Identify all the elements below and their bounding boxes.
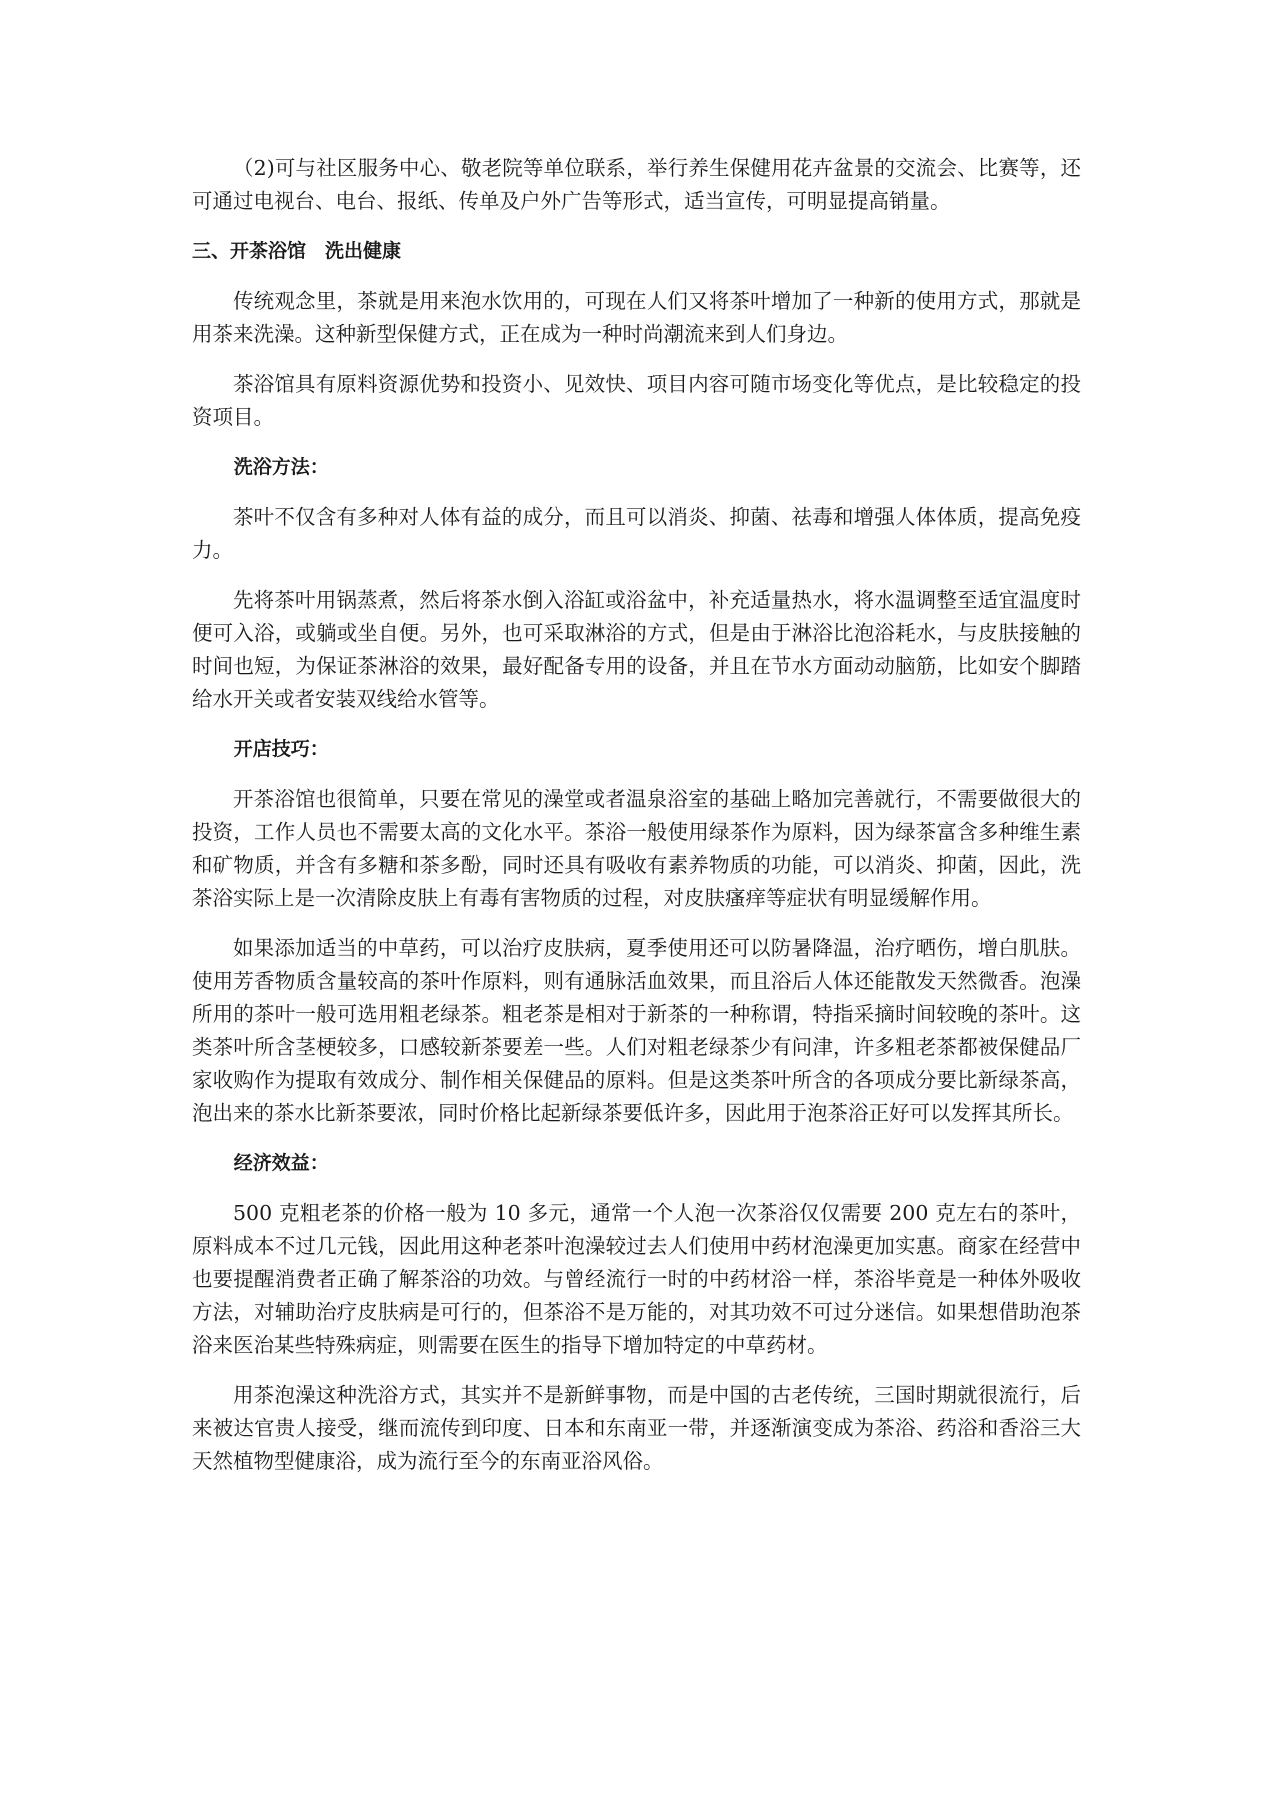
subheading-bathing-method: 洗浴方法： [233,456,329,478]
paragraph-cost: 500 克粗老茶的价格一般为 10 多元，通常一个人泡一次茶浴仅仅需要 200 克左右的茶叶，原料成本不过几元钱，因此用这种老茶叶泡澡较过去人们使用中药材泡澡更加实惠。商家在经营中也要提醒消费者正确了解茶浴的功效。与曾经流行一时的中药材浴一样，茶浴毕竟是一种体外吸收方法，对辅助治疗皮肤病是可行的，但茶浴不是万能的，对其功效不可过分迷信。如果想借助泡茶浴来医治某些特殊病症，则需要在医生的指导下增加特定的中草药材。 [192,1201,1081,1357]
section-heading-tea-bath: 三、开茶浴馆 洗出健康 [192,240,402,262]
paragraph-method-steps: 先将茶叶用锅蒸煮，然后将茶水倒入浴缸或浴盆中，补充适量热水，将水温调整至适宜温度时便可入浴，或躺或坐自便。另外，也可采取淋浴的方式，但是由于淋浴比泡浴耗水，与皮肤接触的时间也短，为保证茶淋浴的效果，最好配备专用的设备，并且在节水方面动动脑筋，比如安个脚踏给水开关或者安装双线给水管等。 [192,588,1081,711]
paragraph-herbs-and-tea: 如果添加适当的中草药，可以治疗皮肤病，夏季使用还可以防暑降温，治疗晒伤，增白肌肤。使用芳香物质含量较高的茶叶作原料，则有通脉活血效果，而且浴后人体还能散发天然微香。泡澡所用的茶叶一般可选用粗老绿茶。粗老茶是相对于新茶的一种称谓，特指采摘时间较晚的茶叶。这类茶叶所含茎梗较多，口感较新茶要差一些。人们对粗老绿茶少有问津，许多粗老茶都被保健品厂家收购作为提取有效成分、制作相关保健品的原料。但是这类茶叶所含的各项成分要比新绿茶高，泡出来的茶水比新茶要浓，同时价格比起新绿茶要低许多，因此用于泡茶浴正好可以发挥其所长。 [192,936,1081,1125]
paragraph-advantages: 茶浴馆具有原料资源优势和投资小、见效快、项目内容可随市场变化等优点，是比较稳定的投资项目。 [192,372,1081,429]
paragraph-benefits: 茶叶不仅含有多种对人体有益的成分，而且可以消炎、抑菌、祛毒和增强人体体质，提高免疫力。 [192,505,1081,562]
subheading-economic-benefit: 经济效益： [233,1152,329,1174]
paragraph-intro: 传统观念里，茶就是用来泡水饮用的，可现在人们又将茶叶增加了一种新的使用方式，那就是用茶来洗澡。这种新型保健方式，正在成为一种时尚潮流来到人们身边。 [192,289,1081,346]
paragraph-history: 用茶泡澡这种洗浴方式，其实并不是新鲜事物，而是中国的古老传统，三国时期就很流行，后来被达官贵人接受，继而流传到印度、日本和东南亚一带，并逐渐演变成为茶浴、药浴和香浴三大天然植物型健康浴，成为流行至今的东南亚浴风俗。 [192,1383,1081,1473]
document-page [192,152,1081,1478]
paragraph-shop-setup: 开茶浴馆也很简单，只要在常见的澡堂或者温泉浴室的基础上略加完善就行，不需要做很大的投资，工作人员也不需要太高的文化水平。茶浴一般使用绿茶作为原料，因为绿茶富含多种维生素和矿物质，并含有多糖和茶多酚，同时还具有吸收有素养物质的功能，可以消炎、抑菌，因此，洗茶浴实际上是一次清除皮肤上有毒有害物质的过程，对皮肤瘙痒等症状有明显缓解作用。 [192,787,1081,910]
paragraph-promotion: （2)可与社区服务中心、敬老院等单位联系，举行养生保健用花卉盆景的交流会、比赛等，还可通过电视台、电台、报纸、传单及户外广告等形式，适当宣传，可明显提高销量。 [192,156,1081,213]
subheading-shop-tips: 开店技巧： [233,738,329,760]
